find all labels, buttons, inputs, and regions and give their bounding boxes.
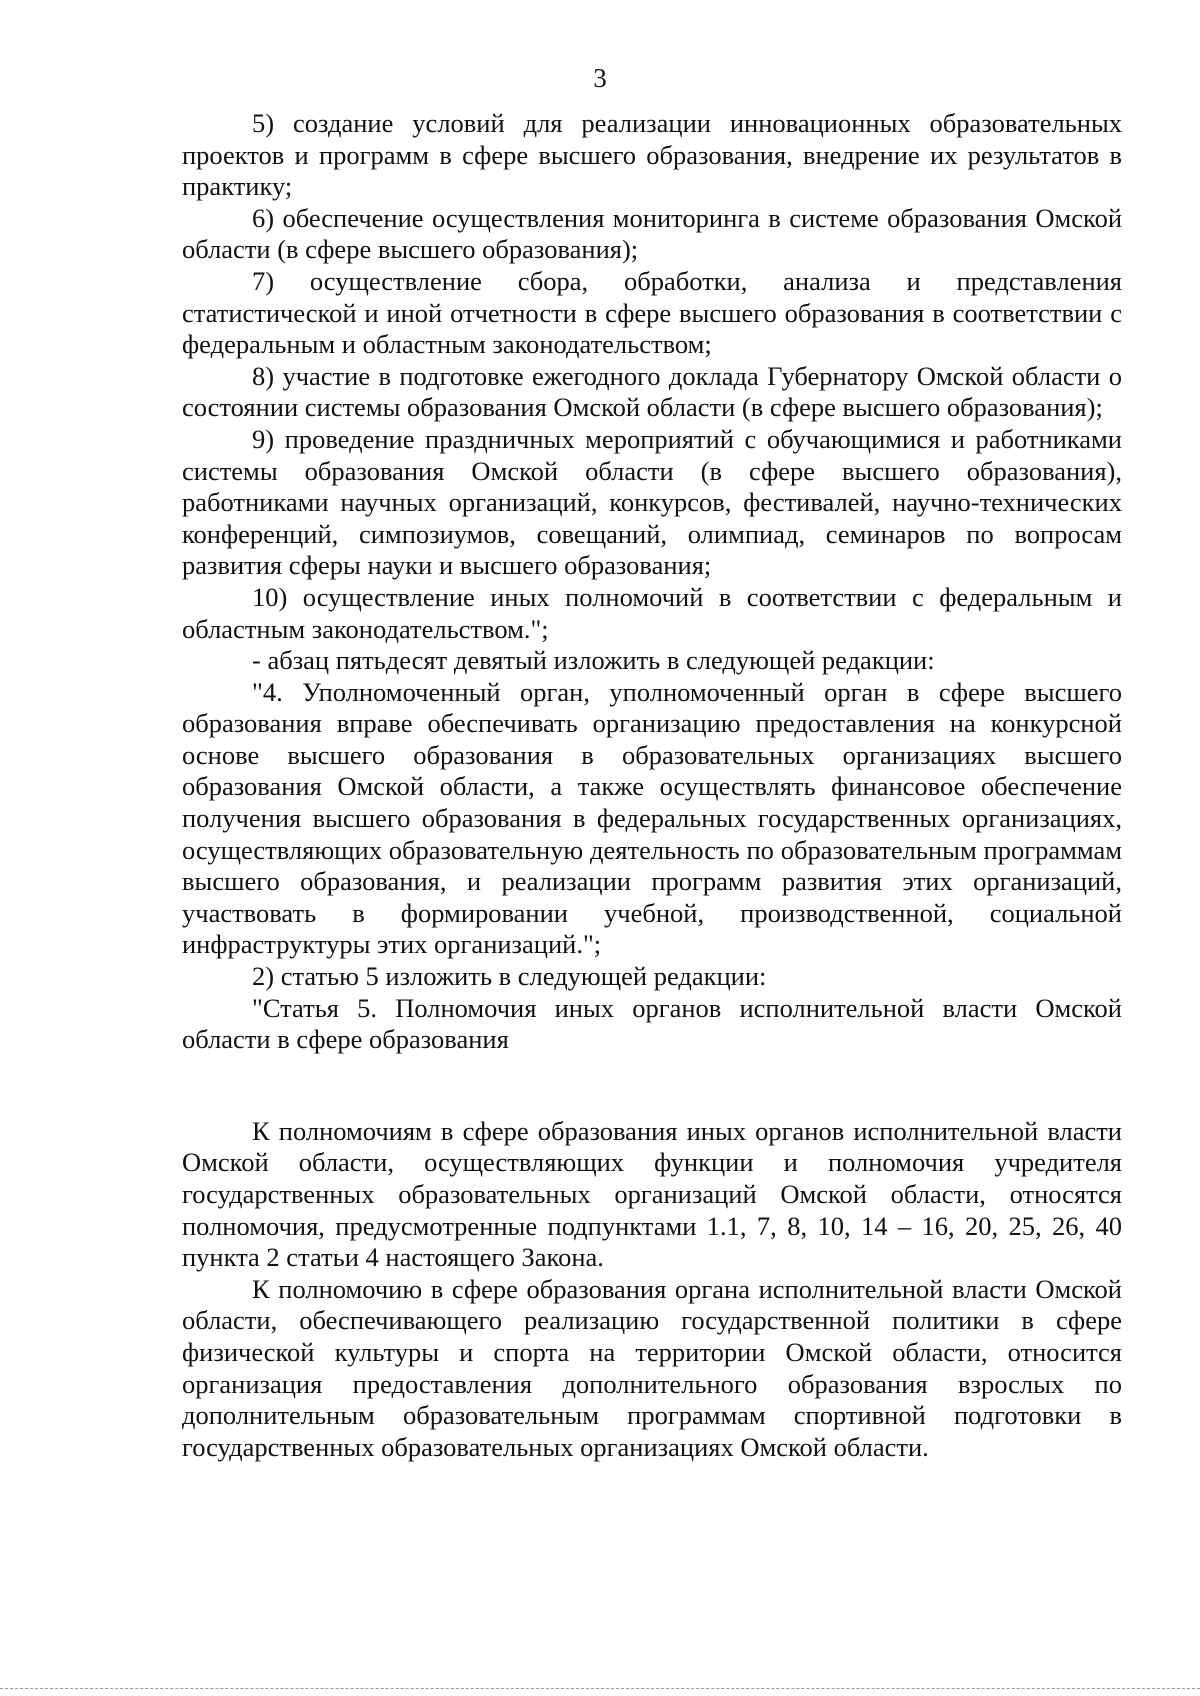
paragraph-clause-4: "4. Уполномоченный орган, уполномоченный орган в сфере высшего образования вправе обеспечивать организацию предоставления на конкурсной основе высшего образования в образовательных организациях высшего образования Омской области, а также осуществлять финансовое обеспечение получения высшего образования в федеральных государственных организациях, осуществляющих образовательную деятельность по образовательным программам высшего образования, и реализации программ развития этих организаций, участвовать в формировании учебной, производственной, социальной инфраструктуры этих организаций."; — [182, 676, 1122, 960]
paragraph-article-5-part-2: К полномочию в сфере образования органа исполнительной власти Омской области, обеспечивающего реализацию государственной политики в сфере физической культуры и спорта на территории Омской области, относится организация предоставления дополнительного образования взрослых по дополнительным образовательным программам спортивной подготовки в государственных образовательных организациях Омской области. — [182, 1273, 1122, 1462]
paragraph-item-6: 6) обеспечение осуществления мониторинга в системе образования Омской области (в сфере высшего образования); — [182, 202, 1122, 265]
paragraph-amendment-instruction: - абзац пятьдесят девятый изложить в следующей редакции: — [252, 645, 935, 676]
paragraph-item-9: 9) проведение праздничных мероприятий с обучающимися и работниками системы образования Омской области (в сфере высшего образования), работниками научных организаций, конкурсов, фестивалей, научно-технических конференций, симпозиумов, совещаний, олимпиад, семинаров по вопросам развития сферы науки и высшего образования; — [182, 423, 1122, 581]
paragraph-item-5: 5) создание условий для реализации инновационных образовательных проектов и программ в сфере высшего образования, внедрение их результатов в практику; — [182, 108, 1122, 202]
document-body — [182, 108, 1122, 1463]
paragraph-item-8: 8) участие в подготовке ежегодного доклада Губернатору Омской области о состоянии системы образования Омской области (в сфере высшего образования); — [182, 360, 1122, 423]
page-number: 3 — [593, 63, 607, 93]
paragraph-item-10: 10) осуществление иных полномочий в соответствии с федеральным и областным законодательством."; — [182, 581, 1122, 644]
article-5-heading: "Статья 5. Полномочия иных органов исполнительной власти Омской области в сфере образования — [182, 992, 1122, 1055]
paragraph-item-7: 7) осуществление сбора, обработки, анализа и представления статистической и иной отчетности в сфере высшего образования в соответствии с федеральным и областным законодательством; — [182, 265, 1122, 360]
paragraph-article-5-part-1: К полномочиям в сфере образования иных органов исполнительной власти Омской области, осуществляющих функции и полномочия учредителя государственных образовательных организаций Омской области, относятся полномочия, предусмотренные подпунктами 1.1, 7, 8, 10, 14 – 16, 20, 25, 26, 40 пункта 2 статьи 4 настоящего Закона. — [182, 1115, 1122, 1273]
bottom-scan-line — [0, 1688, 1200, 1689]
paragraph-article-5-instruction: 2) статью 5 изложить в следующей редакции: — [252, 961, 767, 992]
section-gap — [182, 1056, 1122, 1116]
